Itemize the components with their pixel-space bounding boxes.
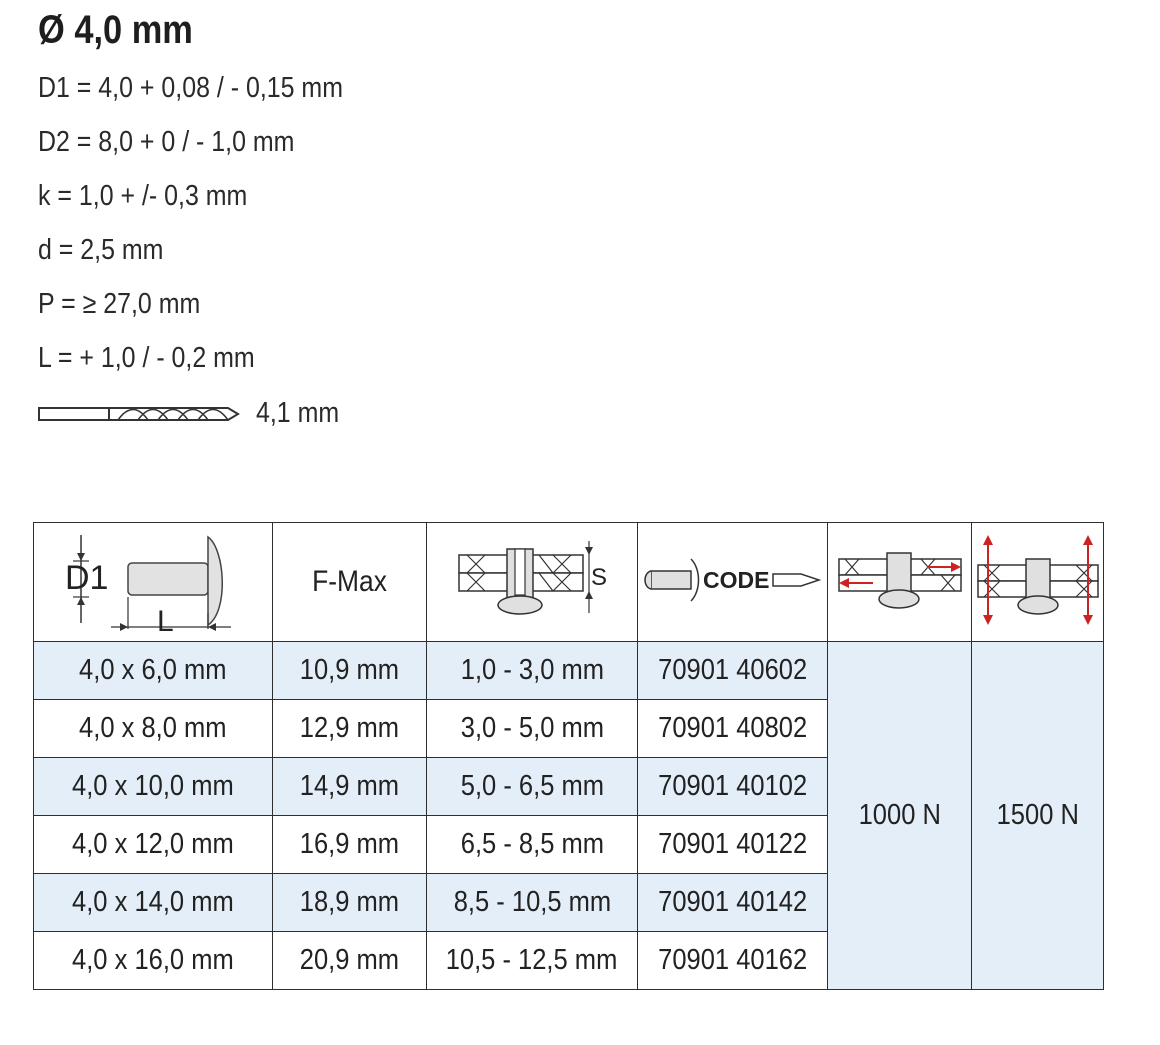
cell-grip: 5,0 - 6,5 mm (427, 758, 638, 816)
cell-grip: 3,0 - 5,0 mm (427, 700, 638, 758)
header-dimensions (34, 523, 273, 642)
cell-size: 4,0 x 12,0 mm (34, 816, 273, 874)
cell-fmax: 12,9 mm (273, 700, 427, 758)
cell-size: 4,0 x 16,0 mm (34, 932, 273, 990)
cell-code: 70901 40602 (638, 642, 828, 700)
spec-k: k = 1,0 + /- 0,3 mm (38, 180, 248, 212)
dim-label-d1: D1 (65, 558, 109, 597)
spec-d2: D2 = 8,0 + 0 / - 1,0 mm (38, 126, 295, 158)
cell-code: 70901 40102 (638, 758, 828, 816)
cell-grip: 1,0 - 3,0 mm (427, 642, 638, 700)
cell-fmax: 18,9 mm (273, 874, 427, 932)
cell-fmax: 14,9 mm (273, 758, 427, 816)
code-label: CODE (702, 566, 769, 593)
cell-size: 4,0 x 6,0 mm (34, 642, 273, 700)
header-fmax (273, 523, 427, 642)
grip-range-icon (457, 535, 607, 625)
cell-code: 70901 40162 (638, 932, 828, 990)
header-tensile-force (972, 523, 1104, 642)
header-grip-range (427, 523, 638, 642)
shear-force-icon (837, 545, 963, 615)
cell-code: 70901 40122 (638, 816, 828, 874)
cell-grip: 10,5 - 12,5 mm (427, 932, 638, 990)
table-header-row (34, 523, 1104, 642)
rivet-code-icon (641, 555, 825, 605)
cell-size: 4,0 x 14,0 mm (34, 874, 273, 932)
cell-fmax: 16,9 mm (273, 816, 427, 874)
header-fmax-label: F-Max (312, 565, 387, 598)
cell-code: 70901 40802 (638, 700, 828, 758)
header-shear-force (828, 523, 972, 642)
drill-bit-icon (38, 402, 240, 426)
cell-tensile-force: 1500 N (972, 642, 1104, 990)
spec-p: P = ≥ 27,0 mm (38, 288, 201, 320)
grip-label-s: S (591, 563, 607, 591)
spec-d: d = 2,5 mm (38, 234, 164, 266)
cell-size: 4,0 x 10,0 mm (34, 758, 273, 816)
table-row (34, 642, 1104, 700)
page-title: Ø 4,0 mm (38, 8, 193, 52)
cell-grip: 8,5 - 10,5 mm (427, 874, 638, 932)
cell-code: 70901 40142 (638, 874, 828, 932)
header-code (638, 523, 828, 642)
rivet-dimension-icon (63, 525, 243, 635)
drill-size-label: 4,1 mm (256, 397, 340, 429)
cell-grip: 6,5 - 8,5 mm (427, 816, 638, 874)
cell-size: 4,0 x 8,0 mm (34, 700, 273, 758)
cell-fmax: 20,9 mm (273, 932, 427, 990)
spec-d1: D1 = 4,0 + 0,08 / - 0,15 mm (38, 72, 343, 104)
tensile-force-icon (976, 535, 1100, 625)
cell-shear-force: 1000 N (828, 642, 972, 990)
spec-l: L = + 1,0 / - 0,2 mm (38, 342, 255, 374)
rivet-table (33, 522, 1104, 990)
dim-label-l: L (157, 604, 174, 635)
cell-fmax: 10,9 mm (273, 642, 427, 700)
